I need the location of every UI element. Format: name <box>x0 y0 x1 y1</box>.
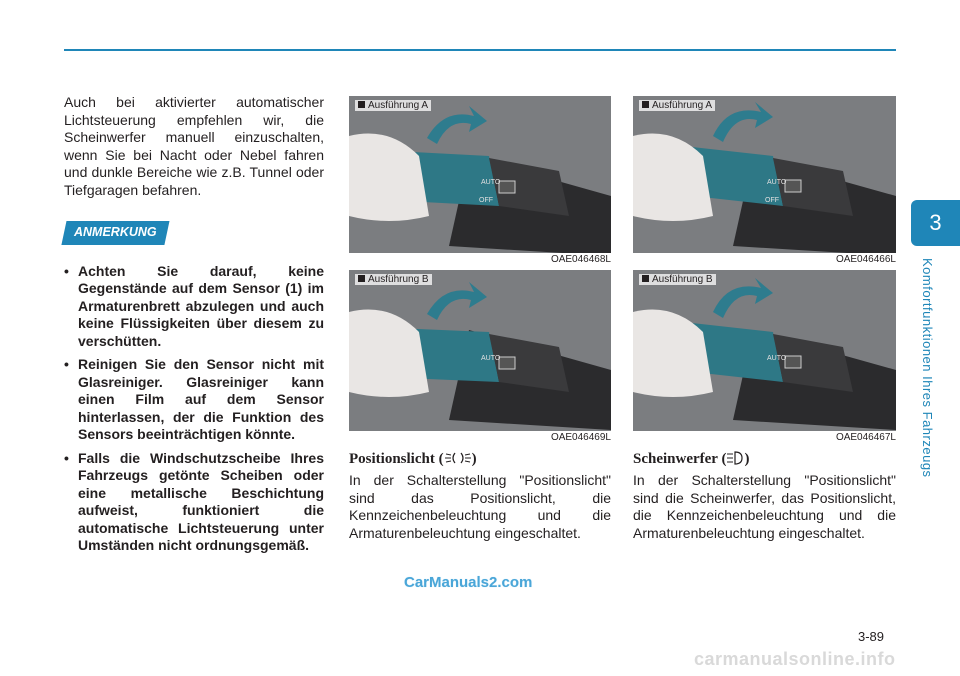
chapter-number-tab: 3 <box>911 200 960 246</box>
figure-code: OAE046468L <box>349 253 611 267</box>
note-list <box>64 263 324 555</box>
footer-watermark: carmanualsonline.info <box>694 649 896 669</box>
figure-variant-label: Ausführung B <box>639 274 716 285</box>
stalk-illustration <box>349 270 611 445</box>
section-heading-headlight: Scheinwerfer ( ) <box>633 451 750 467</box>
section-heading-parking-light: Positionslicht ( ) <box>349 451 477 467</box>
header-rule <box>64 49 896 51</box>
note-item: • Achten Sie darauf, keine Gegenstände auf dem Sensor (1) im Armaturenbrett abzulegen und auch keine Flüssigkeiten über diesem zu verschütten. <box>64 263 324 351</box>
switch-label-auto: AUTO <box>481 179 501 186</box>
page-number: 3-89 <box>858 629 885 644</box>
switch-label-auto: AUTO <box>767 179 787 186</box>
headlight-icon <box>726 451 744 465</box>
figure-variant-label: Ausführung A <box>639 100 715 111</box>
figure-variant-a-parking <box>349 96 611 267</box>
note-item: • Reinigen Sie den Sensor nicht mit Glasreiniger. Glasreiniger kann einen Film auf dem Sensor hinterlassen, der die Funktion des Sensors beeinträchtigen könnte. <box>64 356 324 444</box>
figure-code: OAE046469L <box>349 431 611 445</box>
parking-light-icon <box>444 451 472 465</box>
figure-code: OAE046466L <box>633 253 896 267</box>
stalk-illustration <box>633 270 896 445</box>
left-column <box>64 94 324 561</box>
switch-label-auto: AUTO <box>767 355 787 362</box>
chapter-title: Komfortfunktionen Ihres Fahrzeugs <box>920 258 935 478</box>
figure-variant-label: Ausführung A <box>355 100 431 111</box>
figure-variant-b-headlight <box>633 270 896 445</box>
stalk-illustration <box>633 96 896 267</box>
switch-label-off: OFF <box>765 197 779 204</box>
switch-label-auto: AUTO <box>481 355 501 362</box>
figure-variant-b-parking <box>349 270 611 445</box>
watermark-link[interactable]: CarManuals2.com <box>404 574 533 591</box>
note-label-badge: ANMERKUNG <box>62 221 170 245</box>
figure-variant-label: Ausführung B <box>355 274 432 285</box>
section-body-headlight: In der Schalterstellung "Positionslicht" sind die Scheinwerfer, das Positionslicht, die Kennzeichenbeleuchtung und die Armaturenbeleuchtung eingeschaltet. <box>633 472 896 541</box>
figure-variant-a-headlight <box>633 96 896 267</box>
section-body-parking-light: In der Schalterstellung "Positionslicht" sind das Positionslicht, die Kennzeichenbeleuchtung und die Armaturenbeleuchtung eingeschaltet. <box>349 472 611 541</box>
stalk-illustration <box>349 96 611 267</box>
figure-code: OAE046467L <box>633 431 896 445</box>
intro-paragraph: Auch bei aktivierter automatischer Lichtsteuerung empfehlen wir, die Scheinwerfer manuell einzuschalten, wenn Sie bei Nacht oder Nebel fahren und dunkle Bereiche wie z.B. Tunnel oder Tiefgaragen befahren. <box>64 94 324 198</box>
note-item: • Falls die Windschutzscheibe Ihres Fahrzeugs getönte Scheiben oder eine metallische Beschichtung aufweist, funktioniert die automatische Lichtsteuerung unter Umständen nicht ordnungsgemäß. <box>64 450 324 555</box>
switch-label-off: OFF <box>479 197 493 204</box>
